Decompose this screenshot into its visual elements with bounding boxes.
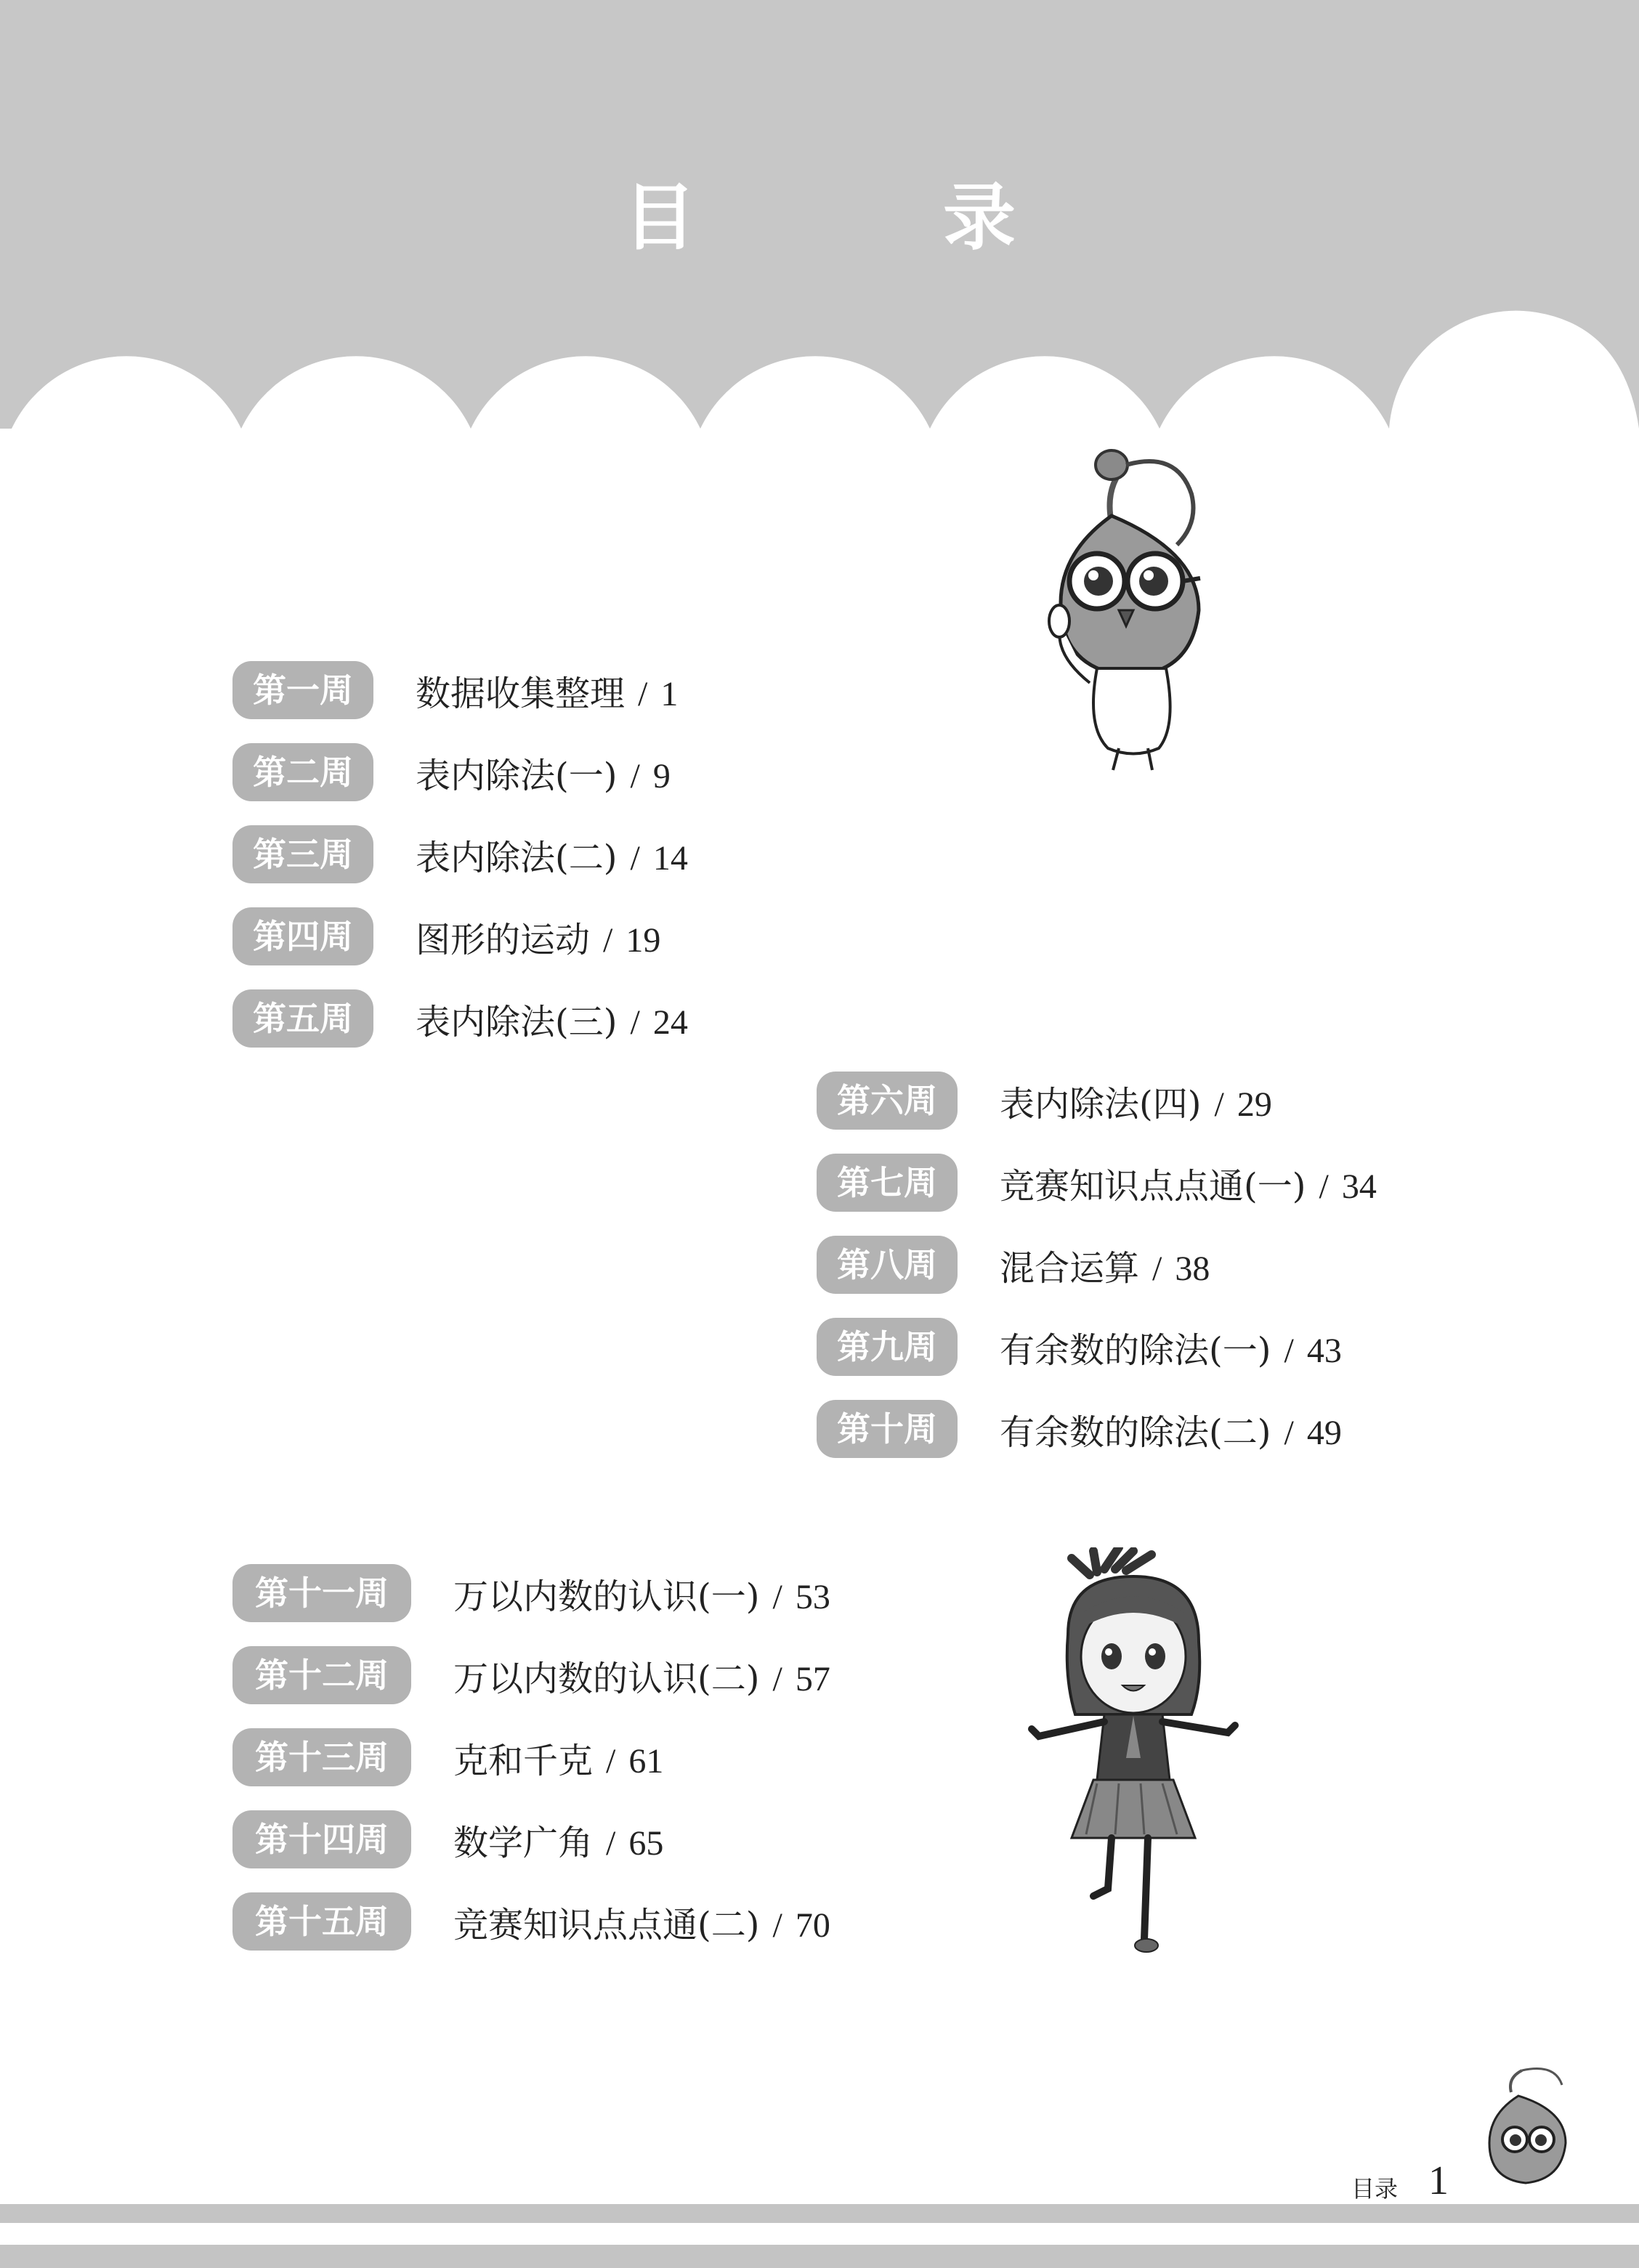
entry-separator: / (606, 1741, 616, 1781)
entry-page-number: 19 (626, 920, 661, 960)
entry-title-line (1000, 1404, 1342, 1454)
entry-page-number: 70 (795, 1905, 830, 1945)
toc-entry-week-10[interactable] (817, 1400, 1342, 1458)
entry-page-number: 1 (660, 674, 679, 713)
week-badge: 第五周 (232, 989, 373, 1048)
entry-title: 图形的运动 (416, 919, 591, 960)
entry-title: 表内除法(四) (1000, 1083, 1202, 1125)
entry-separator: / (1152, 1249, 1162, 1288)
week-badge: 第六周 (817, 1072, 958, 1130)
entry-title-line (416, 912, 660, 962)
entry-title: 数据收集整理 (416, 673, 626, 714)
toc-entry-week-1[interactable] (232, 661, 678, 719)
entry-title: 表内除法(三) (416, 1001, 618, 1042)
entry-title-line (416, 665, 678, 716)
toc-entry-week-9[interactable] (817, 1318, 1342, 1376)
entry-title-line (416, 748, 671, 798)
entry-title-line (416, 830, 688, 880)
entry-separator: / (638, 674, 648, 713)
toc-entry-week-6[interactable] (817, 1072, 1272, 1130)
entry-separator: / (772, 1905, 782, 1945)
week-badge: 第十四周 (232, 1810, 411, 1868)
entry-title-line (416, 994, 688, 1044)
entry-title-line (453, 1568, 830, 1619)
entry-title: 有余数的除法(二) (1000, 1412, 1271, 1453)
toc-entry-week-15[interactable] (232, 1892, 830, 1951)
week-badge: 第三周 (232, 825, 373, 883)
entry-title: 数学广角 (453, 1822, 594, 1863)
entry-page-number: 65 (628, 1823, 664, 1863)
week-badge: 第九周 (817, 1318, 958, 1376)
girl-illustration (1024, 1547, 1250, 1961)
entry-title: 克和千克 (453, 1740, 594, 1781)
entry-title: 有余数的除法(一) (1000, 1329, 1271, 1371)
entry-page-number: 9 (652, 756, 671, 795)
toc-entry-week-5[interactable] (232, 989, 688, 1048)
week-badge: 第八周 (817, 1236, 958, 1294)
entry-page-number: 14 (652, 838, 688, 878)
entry-separator: / (630, 838, 640, 878)
week-badge: 第十一周 (232, 1564, 411, 1622)
entry-title-line (1000, 1076, 1272, 1126)
entry-page-number: 43 (1306, 1331, 1342, 1370)
week-badge: 第十五周 (232, 1892, 411, 1951)
week-badge: 第十三周 (232, 1728, 411, 1786)
footer-section-label: 目录 (1351, 2175, 1399, 2203)
entry-separator: / (1214, 1085, 1224, 1124)
toc-entry-week-12[interactable] (232, 1646, 830, 1704)
entry-title-line (453, 1897, 830, 1947)
girl-body (1032, 1714, 1235, 1952)
footer-bar-top (0, 2204, 1639, 2223)
entry-separator: / (630, 756, 640, 795)
entry-separator: / (606, 1823, 616, 1863)
week-badge: 第二周 (232, 743, 373, 801)
toc-entry-week-8[interactable] (817, 1236, 1210, 1294)
toc-entry-week-11[interactable] (232, 1564, 830, 1622)
entry-separator: / (603, 920, 613, 960)
entry-page-number: 53 (795, 1577, 830, 1616)
entry-title-line (1000, 1322, 1342, 1372)
entry-title-line (453, 1733, 663, 1783)
entry-page-number: 49 (1306, 1413, 1342, 1452)
entry-page-number: 38 (1175, 1249, 1210, 1288)
footer-mascot-icon (1468, 2063, 1591, 2194)
entry-separator: / (1284, 1331, 1294, 1370)
girl-face (1081, 1597, 1186, 1714)
toc-entry-week-2[interactable] (232, 743, 671, 801)
entry-page-number: 57 (795, 1659, 830, 1698)
seed-mascot-illustration (1017, 436, 1424, 777)
footer-bar-bottom (0, 2245, 1639, 2268)
entry-title-line (453, 1651, 830, 1701)
entry-page-number: 29 (1237, 1085, 1272, 1124)
week-badge: 第七周 (817, 1154, 958, 1212)
entry-separator: / (1319, 1167, 1329, 1206)
entry-title: 万以内数的认识(二) (453, 1658, 760, 1699)
toc-entry-week-7[interactable] (817, 1154, 1377, 1212)
entry-separator: / (630, 1003, 640, 1042)
week-badge: 第十周 (817, 1400, 958, 1458)
entry-title: 表内除法(一) (416, 755, 618, 796)
week-badge: 第十二周 (232, 1646, 411, 1704)
toc-entry-week-3[interactable] (232, 825, 688, 883)
entry-title-line (1000, 1158, 1377, 1208)
entry-title: 万以内数的认识(一) (453, 1576, 760, 1617)
page-title: 目 录 (623, 175, 1103, 260)
toc-entry-week-4[interactable] (232, 907, 660, 965)
entry-separator: / (772, 1659, 782, 1698)
entry-page-number: 24 (652, 1003, 688, 1042)
entry-title-line (1000, 1240, 1210, 1290)
entry-separator: / (772, 1577, 782, 1616)
entry-title: 竞赛知识点点通(二) (453, 1904, 760, 1945)
week-badge: 第四周 (232, 907, 373, 965)
week-badge: 第一周 (232, 661, 373, 719)
entry-page-number: 61 (628, 1741, 664, 1781)
entry-separator: / (1284, 1413, 1294, 1452)
entry-title-line (453, 1815, 663, 1865)
toc-entry-week-13[interactable] (232, 1728, 663, 1786)
footer-page-number: 1 (1428, 2158, 1449, 2203)
toc-entry-week-14[interactable] (232, 1810, 663, 1868)
entry-page-number: 34 (1341, 1167, 1377, 1206)
entry-title: 混合运算 (1000, 1247, 1140, 1289)
entry-title: 表内除法(二) (416, 837, 618, 878)
entry-title: 竞赛知识点点通(一) (1000, 1165, 1306, 1207)
